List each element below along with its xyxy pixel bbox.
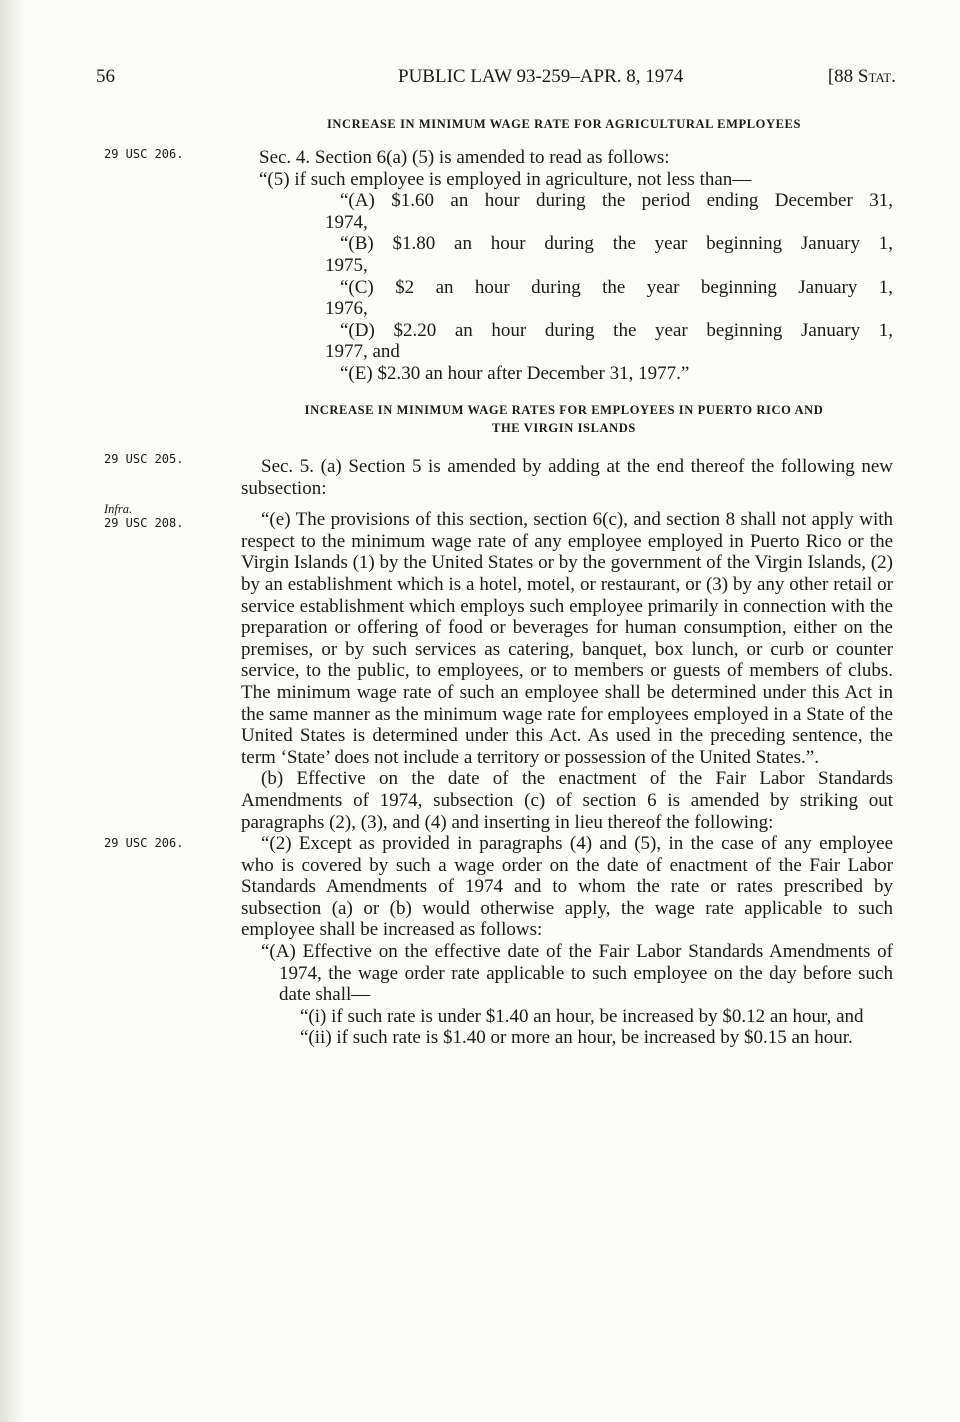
sec4-line: Sec. 4. Section 6(a) (5) is amended to read as follows: bbox=[259, 147, 670, 168]
margin-note-29usc206b: 29 USC 206. bbox=[104, 836, 184, 850]
sec5-para-b: (b) Effective on the date of the enactment of the Fair Labor Standards Amendments of 1974, subsection (c) of section 6 is amended by striking out paragraphs (2), (3), and (4) and inserting in lieu thereof the following: bbox=[241, 768, 893, 833]
margin-note-29usc208: 29 USC 208. bbox=[104, 516, 184, 530]
statute-reference: [88 Stat. bbox=[827, 66, 896, 87]
sec4-item-b-cont: 1975, bbox=[325, 254, 368, 276]
section-5-heading-line: INCREASE IN MINIMUM WAGE RATES FOR EMPLOYEES IN PUERTO RICO AND bbox=[304, 403, 824, 417]
section-4-body bbox=[241, 147, 893, 385]
page-number: 56 bbox=[96, 66, 115, 87]
section-5-heading-line: THE VIRGIN ISLANDS bbox=[492, 421, 636, 435]
page-edge-shadow bbox=[0, 0, 24, 1422]
margin-note-29usc205: 29 USC 205. bbox=[104, 452, 184, 466]
running-header bbox=[96, 66, 896, 92]
sec5-para-e: “(e) The provisions of this section, section 6(c), and section 8 shall not apply with respect to the minimum wage rate of any employee employed in Puerto Rico or the Virgin Islands (1) by the United States or by the government of the Virgin Islands, (2) by an establishment which is a hotel, motel, or restaurant, or (3) by any other retail or service establishment which employs such employee primarily in connection with the preparation or offering of food or beverages for human consumption, either on the premises, or by such services as catering, banquet, box lunch, or curb or counter service, to the public, to employees, or to members or guests of members of clubs. The minimum wage rate of such an employee shall be determined under this Act in the same manner as the minimum wage rate for employees employed in a State of the United States is determined under this Act. As used in the preceding sentence, the term ‘State’ does not include a territory or possession of the United States.”. bbox=[241, 509, 893, 768]
header-title: PUBLIC LAW 93-259–APR. 8, 1974 bbox=[398, 66, 684, 87]
sec5-para-ii: “(ii) if such rate is $1.40 or more an hour, be increased by $0.15 an hour. bbox=[300, 1027, 853, 1049]
margin-note-infra bbox=[104, 502, 183, 530]
sec4-item-d-cont: 1977, and bbox=[325, 341, 400, 363]
sec4-line: “(5) if such employee is employed in agriculture, not less than— bbox=[259, 168, 752, 190]
sec4-item-b: “(B) $1.80 an hour during the year beginning January 1, bbox=[340, 233, 893, 255]
section-4-heading: INCREASE IN MINIMUM WAGE RATE FOR AGRICULTURAL EMPLOYEES bbox=[326, 117, 802, 131]
sec5-para-i: “(i) if such rate is under $1.40 an hour, be increased by $0.12 an hour, and bbox=[300, 1005, 864, 1027]
sec4-item-a-cont: 1974, bbox=[325, 211, 368, 233]
sec5-para-a: Sec. 5. (a) Section 5 is amended by adding at the end thereof the following new subsection: bbox=[241, 456, 893, 499]
sec4-item-e: “(E) $2.30 an hour after December 31, 1977.” bbox=[340, 362, 690, 384]
margin-note-29usc206: 29 USC 206. bbox=[104, 147, 184, 161]
sec5-para-A: “(A) Effective on the effective date of the Fair Labor Standards Amendments of 1974, the wage order rate applicable to such employee on the day before such date shall— bbox=[261, 941, 893, 1006]
sec4-item-c-cont: 1976, bbox=[325, 298, 368, 320]
sec5-para-2: “(2) Except as provided in paragraphs (4) and (5), in the case of any employee who is covered by such a wage order on the date of enactment of the Fair Labor Standards Amendments of 1974 and to whom the rate or rates prescribed by subsection (a) or (b) would otherwise apply, the wage rate applicable to such employee shall be increased as follows: bbox=[241, 833, 893, 941]
sec4-item-a: “(A) $1.60 an hour during the period ending December 31, bbox=[340, 190, 893, 212]
sec4-item-c: “(C) $2 an hour during the year beginning January 1, bbox=[340, 276, 893, 298]
margin-note-infra-label: Infra. bbox=[104, 502, 133, 516]
section-5-heading bbox=[232, 401, 896, 437]
section-5-body bbox=[241, 456, 893, 1049]
sec4-item-d: “(D) $2.20 an hour during the year beginning January 1, bbox=[340, 319, 893, 341]
